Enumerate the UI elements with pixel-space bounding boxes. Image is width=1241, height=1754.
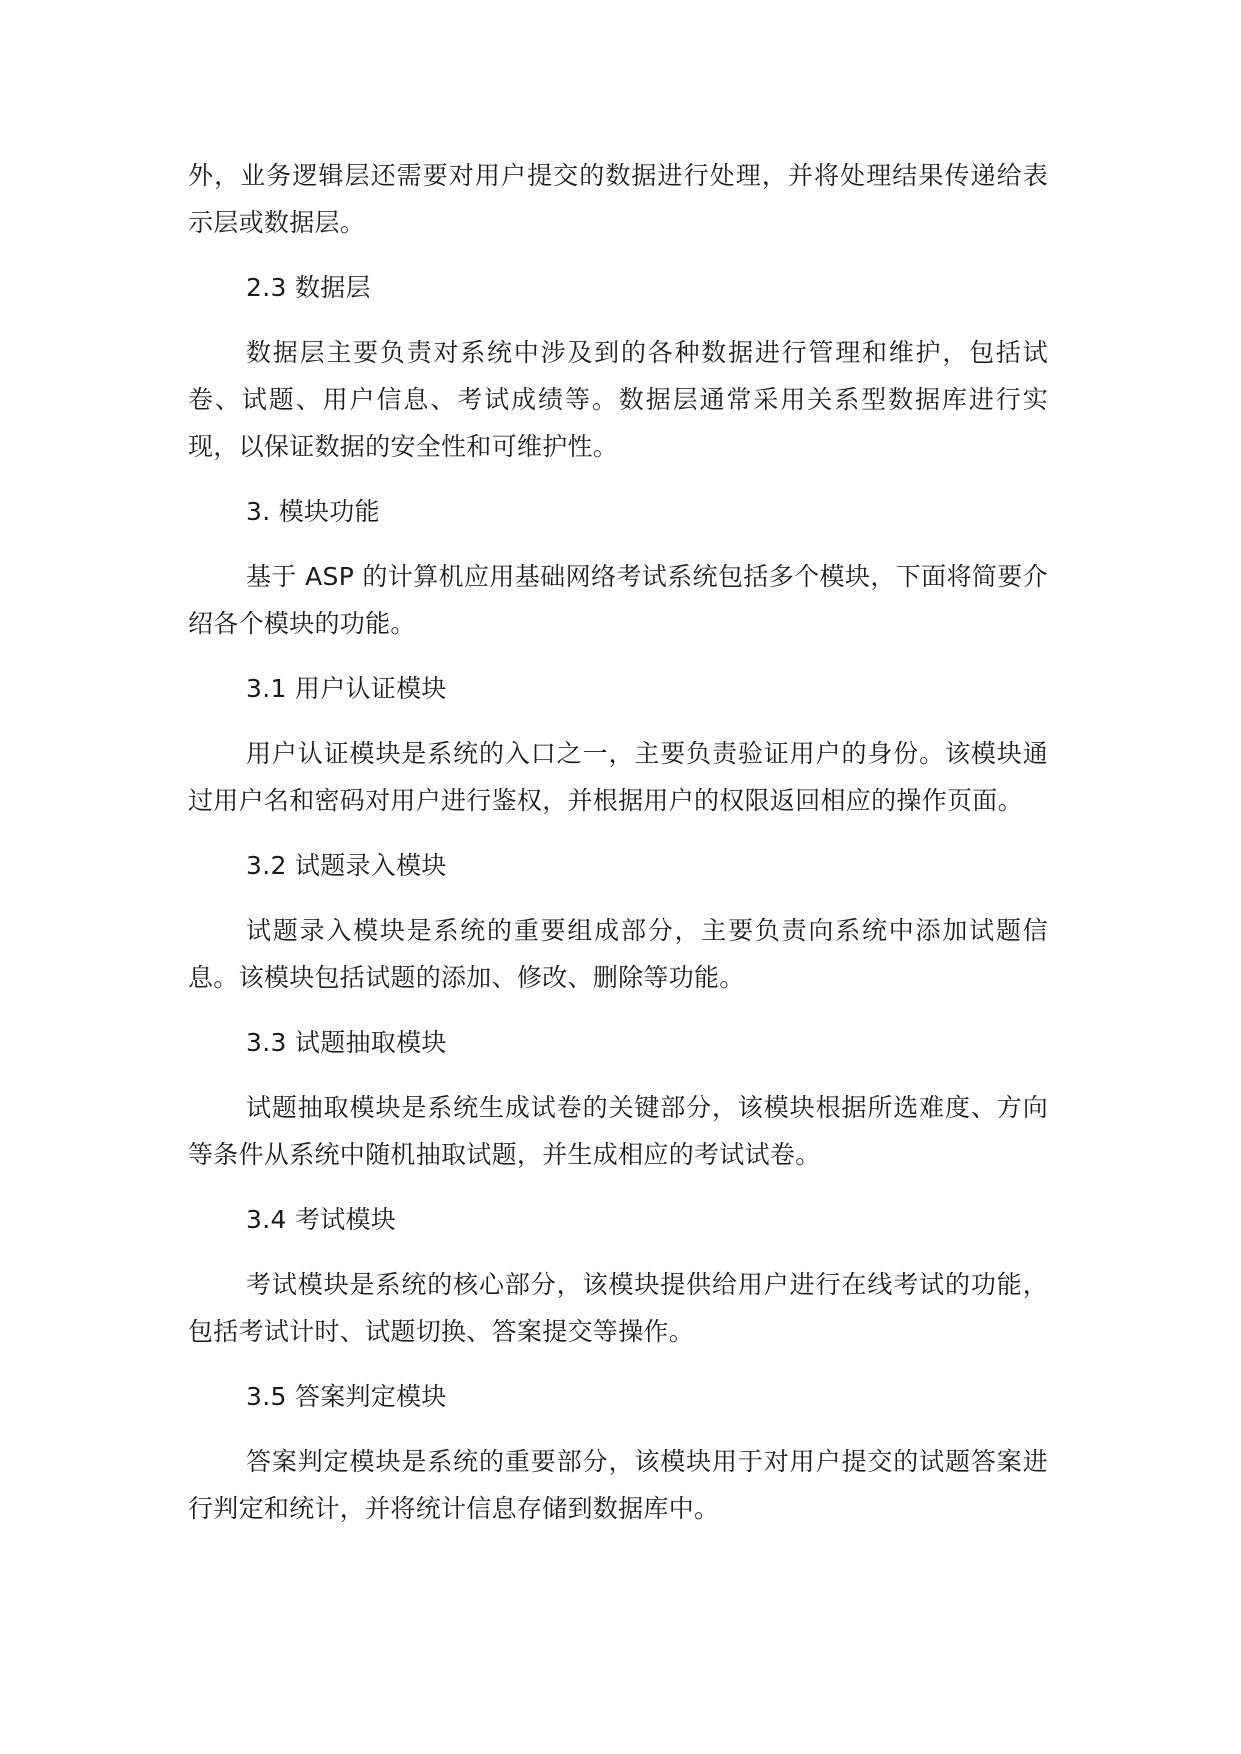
heading-3-4: 3.4 考试模块 <box>246 1205 397 1234</box>
heading-3-2: 3.2 试题录入模块 <box>246 851 447 880</box>
paragraph-3: 基于 ASP 的计算机应用基础网络考试系统包括多个模块，下面将简要介绍各个模块的功能。 <box>188 562 1048 638</box>
paragraph-continued: 外，业务逻辑层还需要对用户提交的数据进行处理，并将处理结果传递给表示层或数据层。 <box>188 161 1048 237</box>
heading-3: 3. 模块功能 <box>246 497 380 526</box>
paragraph-3-2: 试题录入模块是系统的重要组成部分，主要负责向系统中添加试题信息。该模块包括试题的添加、修改、删除等功能。 <box>188 916 1048 992</box>
heading-3-1: 3.1 用户认证模块 <box>246 674 447 703</box>
paragraph-2-3: 数据层主要负责对系统中涉及到的各种数据进行管理和维护，包括试卷、试题、用户信息、考试成绩等。数据层通常采用关系型数据库进行实现，以保证数据的安全性和可维护性。 <box>188 338 1048 461</box>
paragraph-3-5: 答案判定模块是系统的重要部分，该模块用于对用户提交的试题答案进行判定和统计，并将统计信息存储到数据库中。 <box>188 1447 1048 1523</box>
heading-2-3: 2.3 数据层 <box>246 273 371 302</box>
paragraph-3-1: 用户认证模块是系统的入口之一，主要负责验证用户的身份。该模块通过用户名和密码对用户进行鉴权，并根据用户的权限返回相应的操作页面。 <box>188 739 1048 815</box>
paragraph-3-3: 试题抽取模块是系统生成试卷的关键部分，该模块根据所选难度、方向等条件从系统中随机抽取试题，并生成相应的考试试卷。 <box>188 1093 1048 1169</box>
heading-3-5: 3.5 答案判定模块 <box>246 1382 447 1411</box>
heading-3-3: 3.3 试题抽取模块 <box>246 1028 447 1057</box>
document-body <box>188 152 1048 1550</box>
paragraph-3-4: 考试模块是系统的核心部分，该模块提供给用户进行在线考试的功能，包括考试计时、试题切换、答案提交等操作。 <box>188 1270 1048 1346</box>
